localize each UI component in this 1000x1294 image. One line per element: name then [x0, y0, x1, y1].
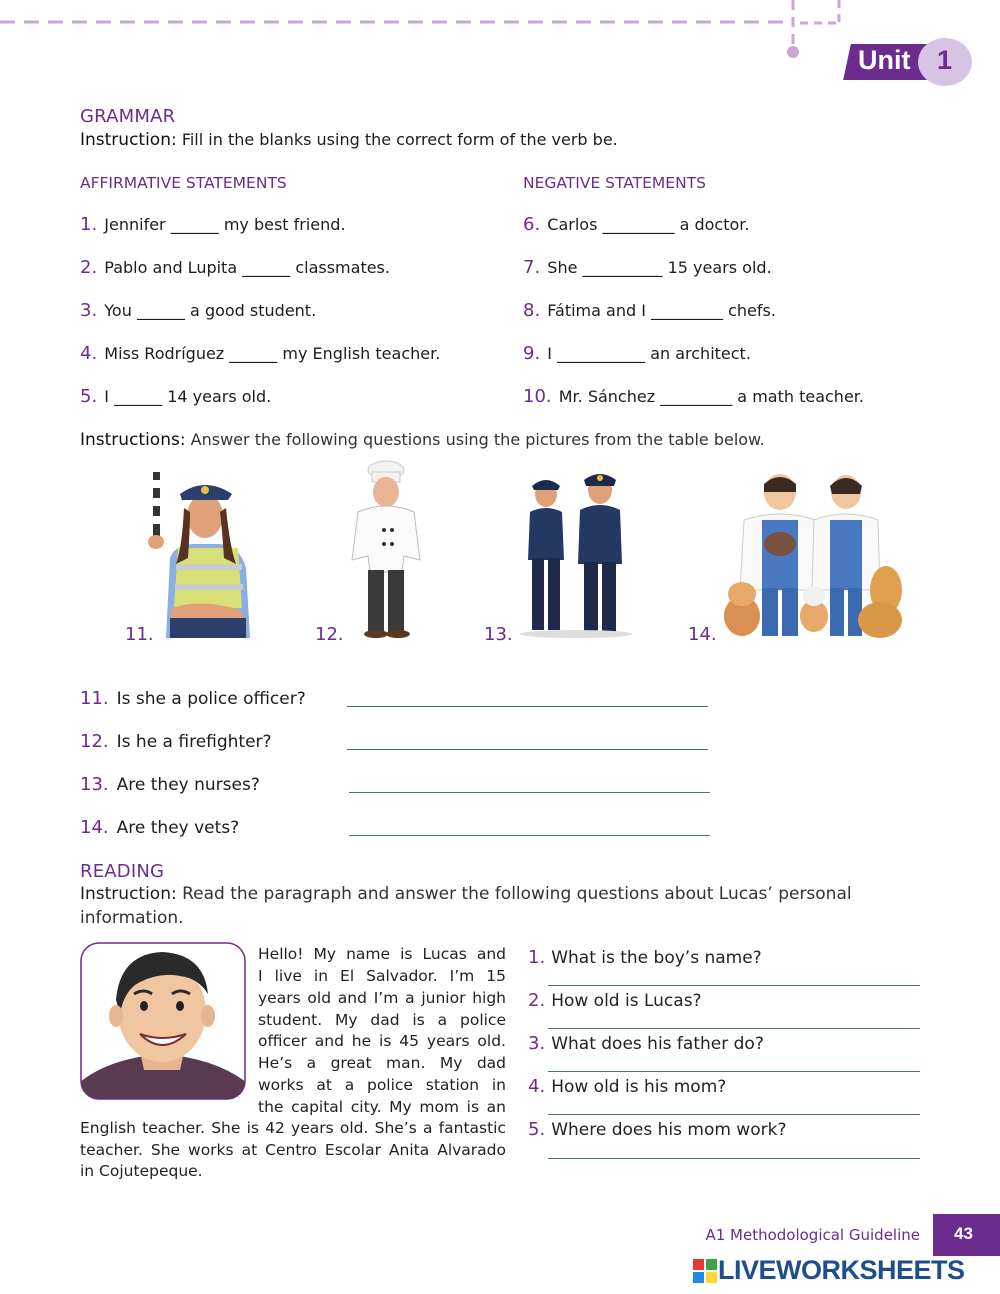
liveworksheets-brand[interactable]: LIVEWORKSHEETS — [718, 1255, 965, 1285]
paragraph-line-10: teacher. She works at Centro Escolar Anita Alvarado — [80, 1141, 506, 1159]
affirmative-item-3: 3. You ______ a good student. — [80, 300, 317, 321]
reading-instruction — [80, 884, 852, 904]
reading-question-3: 3. What does his father do? — [528, 1033, 764, 1054]
reading-instruction-label: Instruction: — [80, 884, 177, 904]
picture-label-12: 12. — [315, 624, 344, 645]
reading-question-4: 4. How old is his mom? — [528, 1076, 727, 1097]
picture-police-woman — [140, 468, 260, 640]
grammar-instruction-label: Instruction: — [80, 130, 177, 150]
affirmative-item-4: 4. Miss Rodríguez ______ my English teacher. — [80, 343, 441, 364]
answer-line-12[interactable] — [347, 749, 708, 750]
reading-answer-line-4[interactable] — [548, 1114, 920, 1115]
paragraph-line-9: English teacher. She is 42 years old. She’s a fantastic — [80, 1119, 506, 1137]
negative-item-8: 8. Fátima and I _________ chefs. — [523, 300, 776, 321]
lucas-portrait — [80, 942, 246, 1100]
blank[interactable]: ______ — [170, 215, 219, 234]
reading-question-5: 5. Where does his mom work? — [528, 1119, 787, 1140]
negative-item-7: 7. She __________ 15 years old. — [523, 257, 772, 278]
paragraph-line-7: works at a police station in — [258, 1076, 506, 1094]
answer-line-11[interactable] — [347, 706, 708, 707]
blank[interactable]: _________ — [602, 215, 675, 234]
footer-page-number: 43 — [954, 1224, 973, 1243]
reading-answer-line-3[interactable] — [548, 1071, 920, 1072]
blank[interactable]: __________ — [582, 258, 663, 277]
paragraph-line-6: He’s a great man. My dad — [258, 1054, 506, 1072]
negative-item-6: 6. Carlos _________ a doctor. — [523, 214, 750, 235]
reading-question-2: 2. How old is Lucas? — [528, 990, 702, 1011]
paragraph-line-11: in Cojutepeque. — [80, 1162, 203, 1180]
grammar-title: GRAMMAR — [80, 106, 176, 127]
reading-answer-line-2[interactable] — [548, 1028, 920, 1029]
reading-title: READING — [80, 861, 165, 882]
affirmative-item-5: 5. I ______ 14 years old. — [80, 386, 272, 407]
blank[interactable]: ______ — [242, 258, 291, 277]
footer-guide: A1 Methodological Guideline — [705, 1226, 920, 1244]
reading-answer-line-1[interactable] — [548, 985, 920, 986]
negative-title: NEGATIVE STATEMENTS — [523, 174, 706, 192]
blank[interactable]: ______ — [229, 344, 278, 363]
picture-question-11: 11. Is she a police officer? — [80, 688, 306, 709]
blank[interactable]: ______ — [136, 301, 185, 320]
reading-question-1: 1. What is the boy’s name? — [528, 947, 762, 968]
blank[interactable]: ______ — [114, 387, 163, 406]
unit-label: Unit — [858, 45, 911, 75]
answer-line-14[interactable] — [349, 835, 710, 836]
reading-instruction-line2: information. — [80, 908, 184, 928]
blank[interactable]: _________ — [651, 301, 724, 320]
reading-answer-line-5[interactable] — [548, 1158, 920, 1159]
unit-number: 1 — [937, 45, 953, 75]
picture-question-12: 12. Is he a firefighter? — [80, 731, 272, 752]
paragraph-line-5: officer and he is 45 years old. — [258, 1032, 506, 1050]
paragraph-line-4: student. My dad is a police — [258, 1011, 506, 1029]
grammar-instruction-text: Fill in the blanks using the correct form of the verb be. — [181, 130, 618, 149]
pictures-instruction-label: Instructions: — [80, 430, 186, 450]
picture-label-14: 14. — [688, 624, 717, 645]
paragraph-line-8: the capital city. My mom is an — [258, 1098, 506, 1116]
picture-label-13: 13. — [484, 624, 513, 645]
negative-item-9: 9. I ___________ an architect. — [523, 343, 751, 364]
reading-instruction-line1: Read the paragraph and answer the following questions about Lucas’ personal — [182, 884, 852, 904]
grammar-instruction — [80, 130, 618, 150]
paragraph-line-1: Hello! My name is Lucas and — [258, 945, 506, 963]
picture-police-officers — [518, 468, 636, 640]
picture-chef — [340, 460, 432, 640]
affirmative-title: AFFIRMATIVE STATEMENTS — [80, 174, 287, 192]
blank[interactable]: ___________ — [557, 344, 646, 363]
blank[interactable]: _________ — [660, 387, 733, 406]
picture-question-13: 13. Are they nurses? — [80, 774, 260, 795]
answer-line-13[interactable] — [349, 792, 710, 793]
affirmative-item-1: 1. Jennifer ______ my best friend. — [80, 214, 346, 235]
liveworksheets-logo-icon — [693, 1259, 717, 1283]
picture-question-14: 14. Are they vets? — [80, 817, 240, 838]
pictures-instruction — [80, 430, 765, 450]
picture-label-11: 11. — [125, 624, 154, 645]
pictures-instruction-text: Answer the following questions using the pictures from the table below. — [190, 430, 765, 449]
affirmative-item-2: 2. Pablo and Lupita ______ classmates. — [80, 257, 390, 278]
unit-badge — [842, 38, 974, 86]
paragraph-line-2: I live in El Salvador. I’m 15 — [258, 967, 506, 985]
picture-vets — [720, 470, 910, 642]
paragraph-line-3: years old and I’m a junior high — [258, 989, 506, 1007]
negative-item-10: 10. Mr. Sánchez _________ a math teacher. — [523, 386, 864, 407]
